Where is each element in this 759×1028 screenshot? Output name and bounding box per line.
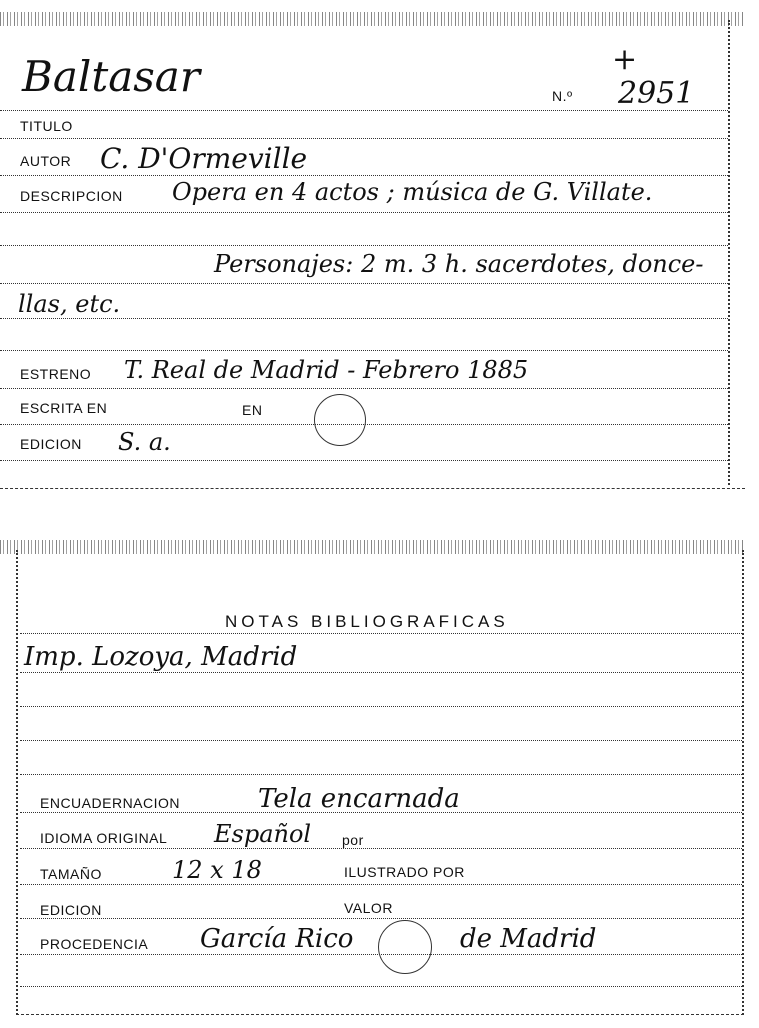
procedencia-label: PROCEDENCIA <box>40 936 149 952</box>
card-right-edge <box>728 20 731 485</box>
rule <box>20 986 742 987</box>
estreno-label: ESTRENO <box>20 366 92 382</box>
procedencia-value-1: García Rico <box>200 924 354 954</box>
card-left-edge <box>16 550 19 1015</box>
scan-noise-bottom <box>0 540 745 554</box>
catalog-card-top <box>0 0 745 495</box>
descripcion-line-2: Personajes: 2 m. 3 h. sacerdotes, donce- <box>214 250 704 278</box>
punch-hole <box>378 920 432 974</box>
rule <box>0 318 728 319</box>
rule <box>0 283 728 284</box>
rule <box>20 812 742 813</box>
notas-heading: NOTAS BIBLIOGRAFICAS <box>225 612 509 631</box>
encuadernacion-label: ENCUADERNACION <box>40 795 181 811</box>
en-label: EN <box>242 402 263 418</box>
rule <box>20 672 742 673</box>
card-bottom-edge <box>0 488 745 489</box>
tamano-value: 12 x 18 <box>172 856 262 884</box>
catalog-card-bottom <box>0 530 745 1025</box>
rule <box>0 388 728 389</box>
descripcion-line-1: Opera en 4 actos ; música de G. Villate. <box>172 178 653 206</box>
autor-value: C. D'Ormeville <box>100 142 308 175</box>
rule <box>0 245 728 246</box>
rule <box>20 706 742 707</box>
estreno-value: T. Real de Madrid - Febrero 1885 <box>124 356 529 384</box>
edicion-label: EDICION <box>20 436 82 452</box>
descripcion-line-3: llas, etc. <box>18 290 121 318</box>
notes-line-1: Imp. Lozoya, Madrid <box>24 642 298 672</box>
rule <box>20 848 742 849</box>
titulo-label: TITULO <box>20 118 73 134</box>
edicion-label: EDICION <box>40 902 102 918</box>
rule <box>0 138 728 139</box>
rule <box>20 918 742 919</box>
rule <box>0 110 728 111</box>
card-title: Baltasar <box>22 52 200 101</box>
por-label: por <box>342 832 364 848</box>
rule <box>0 175 728 176</box>
valor-label: VALOR <box>344 900 393 916</box>
descripcion-label: DESCRIPCION <box>20 188 123 204</box>
punch-hole <box>314 394 366 446</box>
escrita-en-label: ESCRITA EN <box>20 400 108 416</box>
cross-mark: + <box>612 42 638 77</box>
tamano-label: TAMAÑO <box>40 866 102 882</box>
ilustrado-label: ILUSTRADO POR <box>344 864 465 880</box>
idioma-value: Español <box>214 820 312 848</box>
rule <box>20 740 742 741</box>
rule <box>20 633 742 634</box>
procedencia-value-2: de Madrid <box>460 924 597 954</box>
card-bottom-edge <box>16 1014 744 1015</box>
scan-noise-top <box>0 12 745 26</box>
encuadernacion-value: Tela encarnada <box>258 784 460 814</box>
rule <box>0 350 728 351</box>
rule <box>20 884 742 885</box>
number-label: N.º <box>552 88 573 104</box>
rule <box>0 212 728 213</box>
card-right-edge <box>742 550 745 1015</box>
autor-label: AUTOR <box>20 153 72 169</box>
idioma-label: IDIOMA ORIGINAL <box>40 830 168 846</box>
rule <box>20 774 742 775</box>
rule <box>20 954 742 955</box>
edicion-value: S. a. <box>118 428 171 456</box>
number-value: 2951 <box>618 76 695 111</box>
rule <box>0 460 728 461</box>
